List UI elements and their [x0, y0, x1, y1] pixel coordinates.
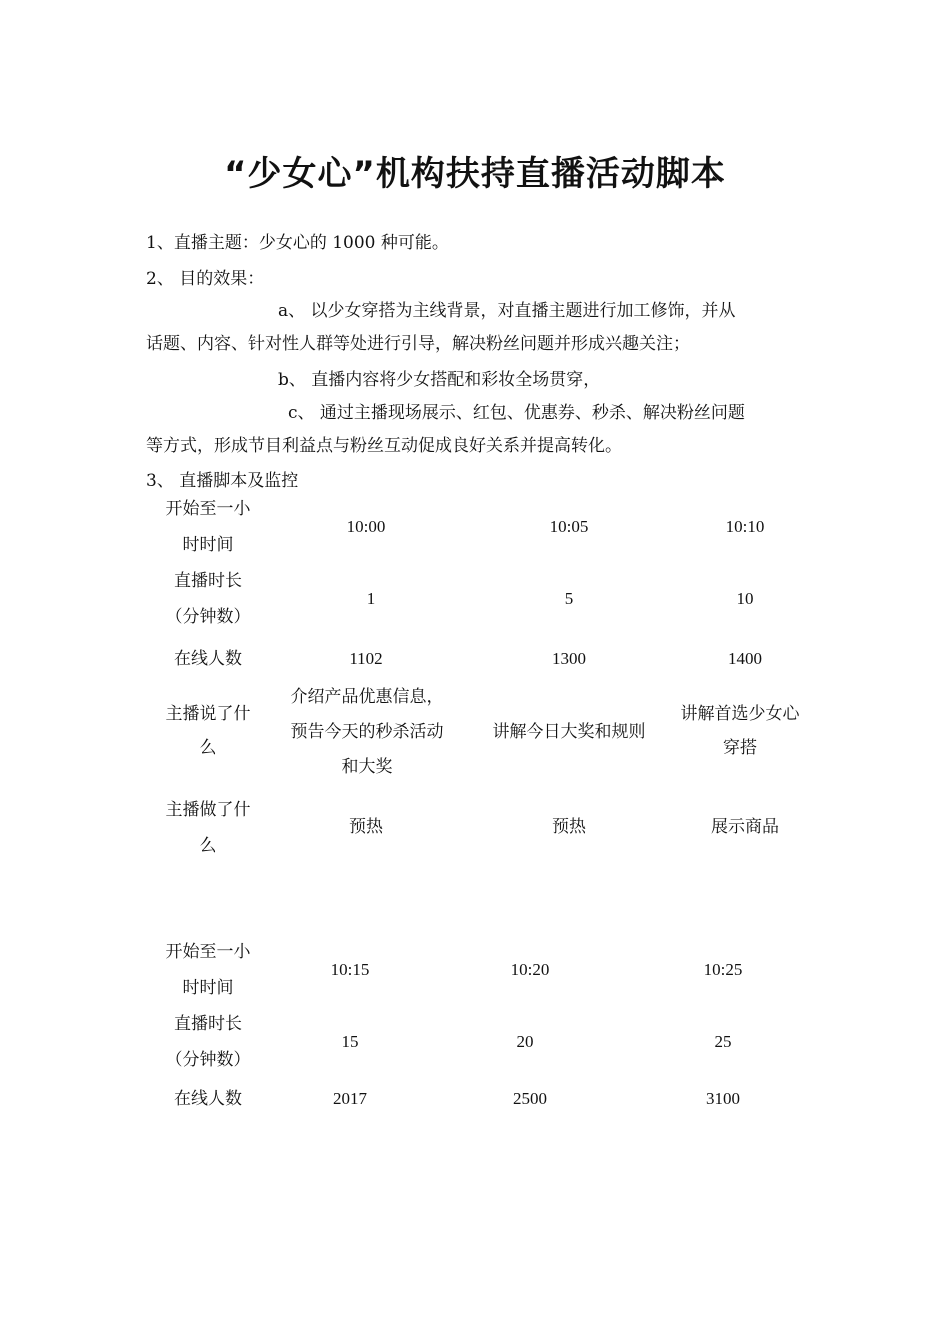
label-line: （分钟数） [165, 607, 251, 627]
duration-cell: 15 [341, 1032, 359, 1051]
label-line: 么 [199, 738, 217, 758]
said-cell: 讲解今日大奖和规则 [492, 722, 646, 742]
did-cell: 预热 [552, 817, 586, 837]
duration-cell: 5 [564, 589, 574, 608]
label-line: 开始至一小 [165, 942, 251, 962]
online-cell: 1300 [552, 649, 586, 668]
said-line: 和大奖 [341, 757, 393, 777]
item-2-goals: 2、 目的效果： [146, 269, 265, 289]
online-cell: 2017 [333, 1089, 367, 1108]
label-start-time [148, 934, 268, 1006]
said-line: 穿搭 [723, 738, 757, 758]
said-cell [272, 680, 462, 785]
said-line: 介绍产品优惠信息， [290, 687, 444, 707]
item-1-theme: 1、直播主题：少女心的 1000 种可能。 [146, 233, 449, 253]
online-cell: 1102 [349, 649, 383, 668]
document-title: “少女心”机构扶持直播活动脚本 [224, 154, 726, 194]
did-cell: 展示商品 [711, 817, 779, 837]
label-duration [148, 563, 268, 635]
time-cell: 10:05 [549, 517, 589, 536]
duration-cell: 1 [366, 589, 376, 608]
online-cell: 3100 [706, 1089, 740, 1108]
label-online: 在线人数 [174, 1089, 242, 1109]
item-3-script: 3、 直播脚本及监控 [146, 471, 299, 491]
duration-cell: 25 [714, 1032, 732, 1051]
time-cell: 10:25 [703, 960, 743, 979]
label-online: 在线人数 [174, 649, 242, 669]
did-cell: 预热 [349, 817, 383, 837]
goal-a-line-2: 话题、内容、针对性人群等处进行引导，解决粉丝问题并形成兴趣关注； [146, 334, 690, 354]
goal-c-line-2: 等方式，形成节目利益点与粉丝互动促成良好关系并提高转化。 [146, 436, 622, 456]
label-host-did [148, 792, 268, 864]
label-line: 时时间 [182, 978, 234, 998]
time-cell: 10:00 [346, 517, 386, 536]
label-duration [148, 1006, 268, 1078]
label-line: （分钟数） [165, 1050, 251, 1070]
said-line: 讲解首选少女心 [680, 704, 800, 724]
said-cell [665, 697, 815, 765]
label-line: 开始至一小 [165, 499, 251, 519]
label-line: 么 [199, 836, 217, 856]
label-line: 直播时长 [174, 1014, 242, 1034]
duration-cell: 20 [516, 1032, 534, 1051]
duration-cell: 10 [736, 589, 754, 608]
label-host-said [148, 697, 268, 765]
label-line: 时时间 [182, 535, 234, 555]
online-cell: 2500 [513, 1089, 547, 1108]
said-line: 预告今天的秒杀活动 [290, 722, 444, 742]
label-line: 主播做了什 [165, 800, 251, 820]
goal-b-line: b、 直播内容将少女搭配和彩妆全场贯穿， [278, 370, 601, 390]
label-start-time [148, 491, 268, 563]
time-cell: 10:15 [330, 960, 370, 979]
goal-c-line-1: c、 通过主播现场展示、红包、优惠券、秒杀、解决粉丝问题 [288, 403, 745, 423]
goal-a-line-1: a、 以少女穿搭为主线背景，对直播主题进行加工修饰，并从 [278, 301, 736, 321]
time-cell: 10:20 [510, 960, 550, 979]
label-line: 直播时长 [174, 571, 242, 591]
online-cell: 1400 [728, 649, 762, 668]
label-line: 主播说了什 [165, 704, 251, 724]
time-cell: 10:10 [725, 517, 765, 536]
